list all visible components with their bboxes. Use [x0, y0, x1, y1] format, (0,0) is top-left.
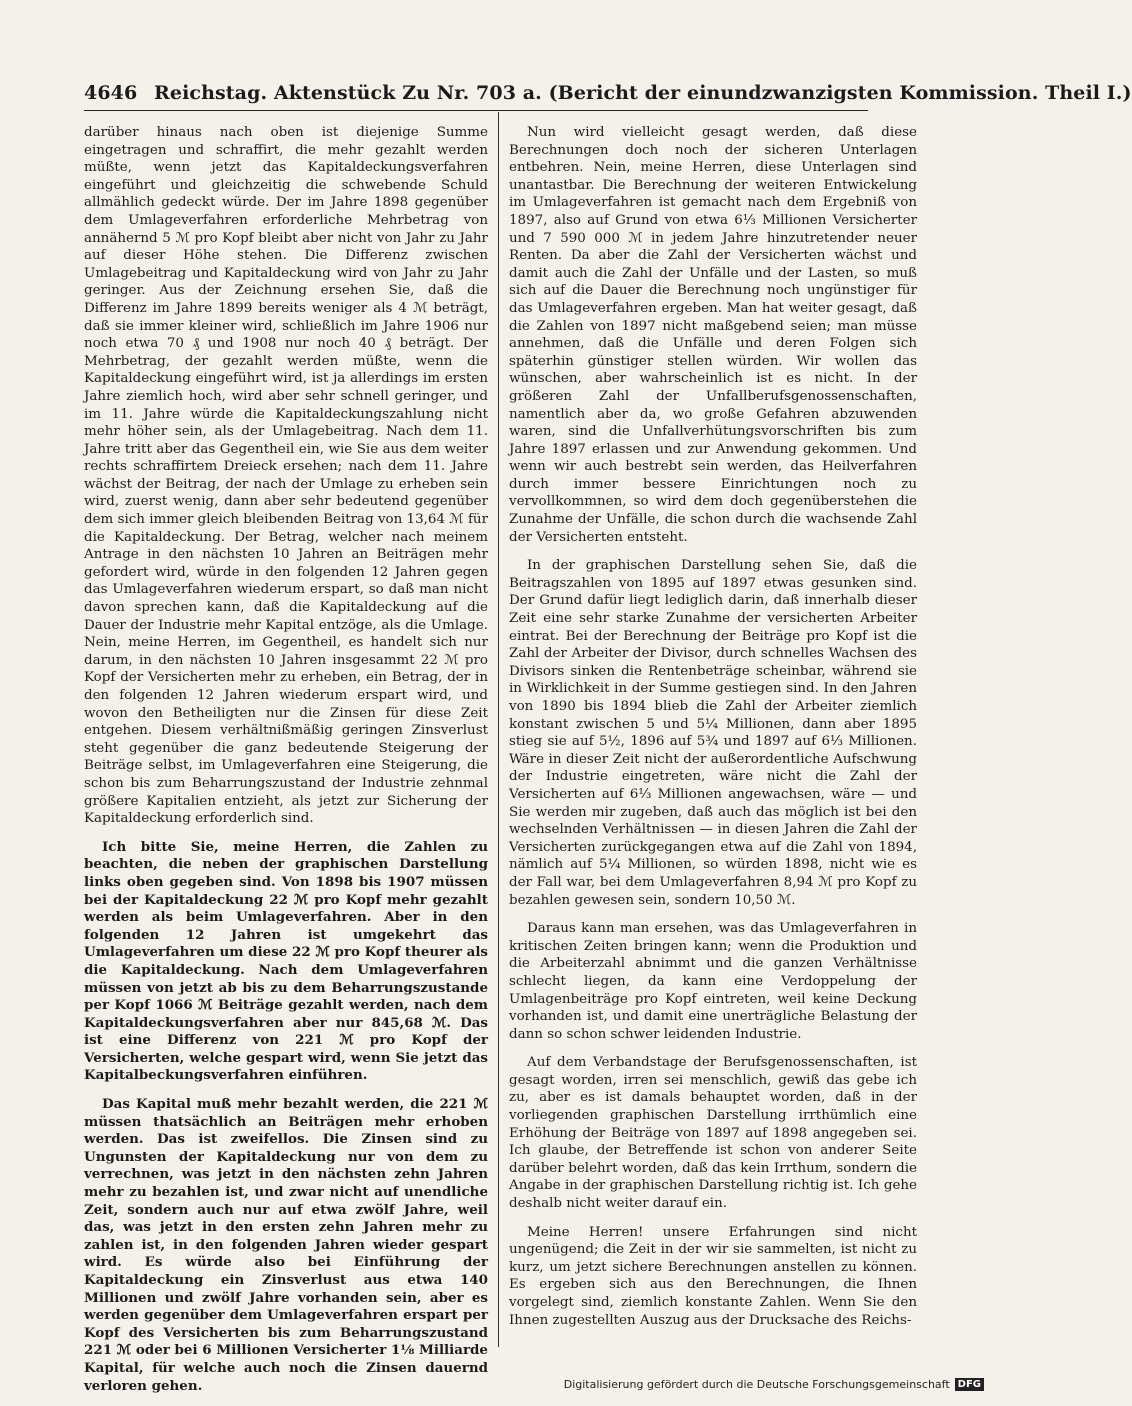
paragraph: darüber hinaus nach oben ist diejenige Summe eingetragen und schraffirt, die mehr gezahlt werden müßte, wenn jetzt das Kapitaldeckungsverfahren eingeführt und gleichzeitig die schwebende Schuld allmählich gedeckt würde. Der im Jahre 1898 gegenüber dem Umlageverfahren erforderliche Mehrbetrag von annähernd 5 ℳ pro Kopf bleibt aber nicht von Jahr zu Jahr auf dieser Höhe stehen. Die Differenz zwischen Umlagebeitrag und Kapitaldeckung wird von Jahr zu Jahr geringer. Aus der Zeichnung ersehen Sie, daß die Differenz im Jahre 1899 bereits weniger als 4 ℳ beträgt, daß sie immer kleiner wird, schließlich im Jahre 1906 nur noch etwa 70 ₰ und 1908 nur noch 40 ₰ beträgt. Der Mehrbetrag, der gezahlt werden müßte, wenn die Kapitaldeckung eingeführt wird, ist ja allerdings im ersten Jahre ziemlich hoch, wird aber sehr schnell geringer, und im 11. Jahre würde die Kapitaldeckungszahlung nicht mehr höher sein, als der Umlagebeitrag. Nach dem 11. Jahre tritt aber das Gegentheil ein, wie Sie aus dem weiter rechts schraffirtem Dreieck ersehen; nach dem 11. Jahre wächst der Beitrag, der nach der Umlage zu erheben sein wird, zuerst wenig, dann aber sehr bedeutend gegenüber dem sich immer gleich bleibenden Beitrag von 13,64 ℳ für die Kapitaldeckung. Der Betrag, welcher nach meinem Antrage in den nächsten 10 Jahren an Beiträgen mehr gefordert wird, würde in den folgenden 12 Jahren gegen das Umlageverfahren wiederum erspart, so daß man nicht davon sprechen kann, daß die Kapitaldeckung auf die Dauer der Industrie mehr Kapital entzöge, als die Umlage. Nein, meine Herren, im Gegentheil, es handelt sich nur darum, in den nächsten 10 Jahren insgesammt 22 ℳ pro Kopf der Versicherten mehr zu erheben, ein Betrag, der in den folgenden 12 Jahren wiederum erspart wird, und wovon den Betheiligten nur die Zinsen für diese Zeit entgehen. Diesem verhältnißmäßig geringen Zinsverlust steht gegenüber die ganz bedeutende Steigerung der Beiträge selbst, im Umlageverfahren eine Steigerung, die schon bis zum Beharrungszustand der Industrie zehnmal größere Kapitalien entzieht, als jetzt zur Sicherung der Kapitaldeckung erforderlich sind. — [84, 125, 488, 827]
paragraph: Meine Herren! unsere Erfahrungen sind nicht ungenügend; die Zeit in der wir sie sammelten, ist nicht zu kurz, um jetzt sichere Berechnungen anstellen zu können. Es ergeben sich aus den Berechnungen, die Ihnen vorgelegt sind, ziemlich konstante Zahlen. Wenn Sie den Ihnen zugestellten Auszug aus der Drucksache des Reichs- — [509, 1224, 917, 1328]
paragraph: Ich bitte Sie, meine Herren, die Zahlen zu beachten, die neben der graphischen Darstellung links oben gegeben sind. Von 1898 bis 1907 müssen bei der Kapitaldeckung 22 ℳ pro Kopf mehr gezahlt werden als beim Umlageverfahren. Aber in den folgenden 12 Jahren ist umgekehrt das Umlageverfahren um diese 22 ℳ pro Kopf theurer als die Kapitaldeckung. Nach dem Umlageverfahren müssen von jetzt ab bis zu dem Beharrungszustande per Kopf 1066 ℳ Beiträge gezahlt werden, nach dem Kapitaldeckungsverfahren aber nur 845,68 ℳ. Das ist eine Differenz von 221 ℳ pro Kopf der Versicherten, welche gespart wird, wenn Sie jetzt das Kapitalbeckungsverfahren einführen. — [84, 838, 488, 1084]
header-title: Reichstag. Aktenstück Zu Nr. 703 a. (Bericht der einundzwanzigsten Kommission. Theil I.) — [154, 82, 1132, 104]
paragraph: Nun wird vielleicht gesagt werden, daß diese Berechnungen doch noch der sicheren Unterlagen entbehren. Nein, meine Herren, diese Unterlagen sind unantastbar. Die Berechnung der weiteren Entwickelung im Umlageverfahren ist gemacht nach dem Ergebniß von 1897, also auf Grund von etwa 6⅓ Millionen Versicherter und 7 590 000 ℳ in jedem Jahre hinzutretender neuer Renten. Da aber die Zahl der Versicherten wächst und damit auch die Zahl der Unfälle und der Lasten, so muß sich auf die Dauer die Berechnung noch ungünstiger für das Umlageverfahren ergeben. Man hat weiter gesagt, daß die Zahlen von 1897 nicht maßgebend seien; man müsse annehmen, daß die Unfälle und deren Folgen sich späterhin günstiger stellen würden. Wir wollen das wünschen, aber wahrscheinlich ist es nicht. In der größeren Zahl der Unfallberufsgenossenschaften, namentlich aber da, wo große Gefahren abzuwenden waren, sind die Unfallverhütungsvorschriften bis zum Jahre 1897 erlassen und zur Anwendung gekommen. Und wenn wir auch bestrebt sein werden, das Heilverfahren durch immer bessere Einrichtungen noch zu vervollkommnen, so wird dem doch gegenüberstehen die Zunahme der Unfälle, die schon durch die wachsende Zahl der Versicherten entsteht. — [509, 125, 917, 545]
footer — [564, 1378, 984, 1391]
page-header — [84, 82, 1132, 104]
dfg-logo: DFG — [955, 1378, 984, 1391]
header-rule — [84, 110, 868, 111]
right-column — [509, 124, 917, 1340]
paragraph: In der graphischen Darstellung sehen Sie, daß die Beitragszahlen von 1895 auf 1897 etwas gesunken sind. Der Grund dafür liegt lediglich darin, daß innerhalb dieser Zeit eine sehr starke Zunahme der versicherten Arbeiter eintrat. Bei der Berechnung der Beiträge pro Kopf ist die Zahl der Arbeiter der Divisor, durch schnelles Wachsen des Divisors sinken die Rentenbeträge scheinbar, während sie in Wirklichkeit in der Summe gestiegen sind. In den Jahren von 1890 bis 1894 blieb die Zahl der Arbeiter ziemlich konstant zwischen 5 und 5¼ Millionen, dann aber 1895 stieg sie auf 5½, 1896 auf 5¾ und 1897 auf 6⅓ Millionen. Wäre in dieser Zeit nicht der außerordentliche Aufschwung der Industrie eingetreten, wäre nicht die Zahl der Versicherten auf 6⅓ Millionen angewachsen, wäre — und Sie werden mir zugeben, daß auch das möglich ist bei den wechselnden Verhältnissen — in diesen Jahren die Zahl der Versicherten zurückgegangen etwa auf die Zahl von 1894, nämlich auf 5¼ Millionen, so würden 1898, nicht wie es der Fall war, bei dem Umlageverfahren 8,94 ℳ pro Kopf zu bezahlen gewesen sein, sondern 10,50 ℳ. — [509, 558, 917, 908]
page-number: 4646 — [84, 82, 138, 104]
paragraph: Auf dem Verbandstage der Berufsgenossenschaften, ist gesagt worden, irren sei menschlich, gewiß das gebe ich zu, aber es ist damals behauptet worden, daß in der vorliegenden graphischen Darstellung irrthümlich eine Erhöhung der Beiträge von 1897 auf 1898 angegeben sei. Ich glaube, der Betreffende ist schon von anderer Seite darüber belehrt worden, daß das kein Irrthum, sondern die Angabe in der graphischen Darstellung richtig ist. Ich gehe deshalb nicht weiter darauf ein. — [509, 1055, 917, 1212]
column-divider — [498, 112, 499, 1347]
paragraph: Daraus kann man ersehen, was das Umlageverfahren in kritischen Zeiten bringen kann; wenn die Produktion und die Arbeiterzahl abnimmt und die ganzen Verhältnisse schlecht liegen, da kann eine Verdoppelung der Umlagenbeiträge pro Kopf eintreten, weil keine Deckung vorhanden ist, und damit eine unerträgliche Belastung der dann so schon schwer leidenden Industrie. — [509, 921, 917, 1042]
left-column — [84, 124, 488, 1406]
paragraph: Das Kapital muß mehr bezahlt werden, die 221 ℳ müssen thatsächlich an Beiträgen mehr erhoben werden. Das ist zweifellos. Die Zinsen sind zu Ungunsten der Kapitaldeckung nur von dem zu verrechnen, was jetzt in den nächsten zehn Jahren mehr zu bezahlen ist, und zwar nicht auf unendliche Zeit, sondern auch nur auf etwa zwölf Jahre, weil das, was jetzt in den ersten zehn Jahren mehr zu zahlen ist, in den folgenden Jahren wieder gespart wird. Es würde also bei Einführung der Kapitaldeckung ein Zinsverlust aus etwa 140 Millionen und zwölf Jahre vorhanden sein, aber es werden gegenüber dem Umlageverfahren erspart per Kopf des Versicherten bis zum Beharrungszustand 221 ℳ oder bei 6 Millionen Versicherter 1⅛ Milliarde Kapital, für welche auch noch die Zinsen dauernd verloren gehen. — [84, 1096, 488, 1394]
footer-text: Digitalisierung gefördert durch die Deutsche Forschungsgemeinschaft — [563, 1378, 950, 1391]
